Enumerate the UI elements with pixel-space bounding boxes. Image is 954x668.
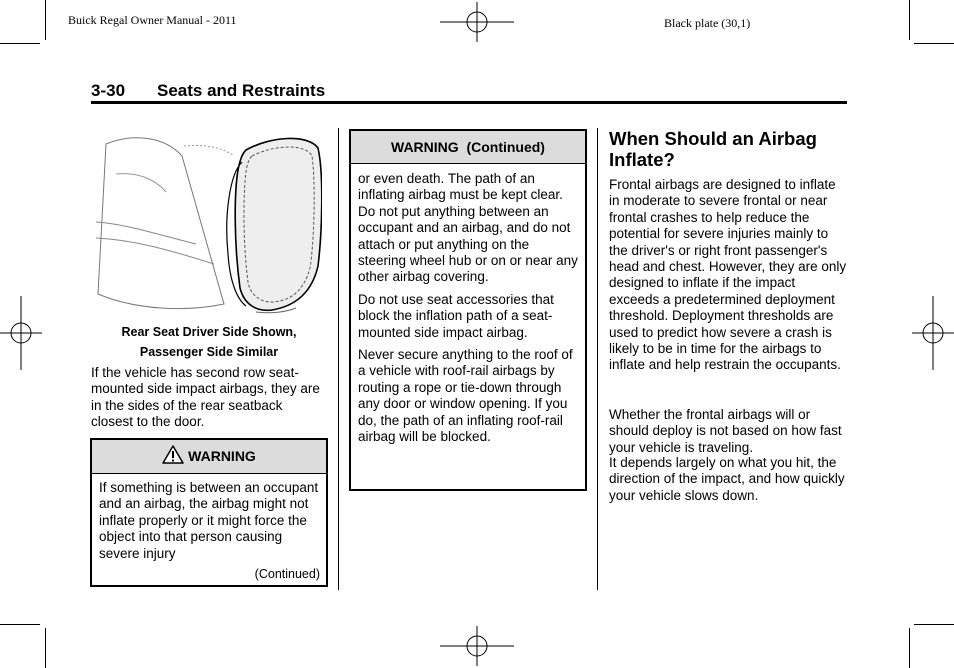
crop-mark: [0, 624, 40, 625]
warning-continued-box: [349, 129, 587, 491]
crop-mark: [45, 628, 46, 668]
heading-rule: [91, 101, 847, 104]
warning-continued-body: [351, 164, 585, 446]
intro-paragraph: If the vehicle has second row seat-mounted side impact airbags, they are in the sides of the rear seatback closest to the door.: [91, 365, 320, 430]
crop-mark: [909, 628, 910, 668]
crop-mark: [914, 43, 954, 44]
crop-mark: [45, 0, 46, 40]
warning-continued-header: WARNING (Continued): [351, 131, 585, 164]
caption-line: Rear Seat Driver Side Shown,: [121, 325, 297, 339]
crop-mark: [0, 43, 40, 44]
page-number: 3-30: [91, 81, 126, 100]
warning-paragraph: Do not use seat accessories that block the inflation path of a seat-mounted side impact airbag.: [358, 291, 554, 340]
warning-box: [90, 438, 328, 587]
registration-mark-icon: [440, 626, 514, 666]
body-paragraph: It depends largely on what you hit, the direction of the impact, and how quickly your vehicle slows down.: [609, 455, 845, 503]
crop-mark: [909, 0, 910, 40]
body-paragraph: Whether the frontal airbags will or should deploy is not based on how fast your vehicle is traveling.: [609, 407, 842, 455]
seatback-airbag-illustration: [96, 134, 322, 316]
figure-caption: [91, 322, 327, 362]
caption-line: Passenger Side Similar: [139, 345, 279, 359]
crop-mark: [914, 624, 954, 625]
warning-paragraph: Never secure anything to the roof of a vehicle with roof-rail airbags by routing a rope or tie-down through any door or window opening. If you do, the path of an inflating roof-rail airbag will be blocked.: [358, 347, 573, 445]
body-paragraph: Frontal airbags are designed to inflate in moderate to severe frontal or near frontal crashes to help reduce the potential for severe injuries mainly to the driver's or right front passenger's head and chest. However, they are only designed to inflate if the impact exceeds a predetermined deployment threshold. Deployment thresholds are used to predict how severe a crash is likely to be in time for the airbags to inflate and help restrain the occupants.: [609, 177, 847, 373]
manual-title: Buick Regal Owner Manual - 2011: [68, 13, 237, 27]
continued-label: (Continued): [254, 567, 320, 581]
warning-heading: WARNING: [188, 448, 256, 464]
column-divider: [338, 128, 339, 590]
plate-label: Black plate (30,1): [664, 16, 751, 30]
warning-paragraph: or even death. The path of an inflating airbag must be kept clear. Do not put anything between an occupant and an airbag, and do not attach or put anything on the steering wheel hub or on or near any other airbag covering.: [358, 171, 578, 285]
registration-mark-icon: [440, 2, 514, 42]
warning-header: [92, 440, 326, 474]
warning-body: If something is between an occupant and an airbag, the airbag might not inflate properly or it might force the object into that person causing severe injury: [99, 480, 319, 561]
warning-triangle-icon: [162, 445, 184, 464]
section-title: Seats and Restraints: [157, 81, 326, 100]
subsection-heading: When Should an Airbag Inflate?: [609, 128, 817, 170]
registration-mark-icon: [0, 296, 42, 370]
column-divider: [597, 128, 598, 590]
section-heading: [91, 81, 325, 101]
registration-mark-icon: [912, 296, 954, 370]
